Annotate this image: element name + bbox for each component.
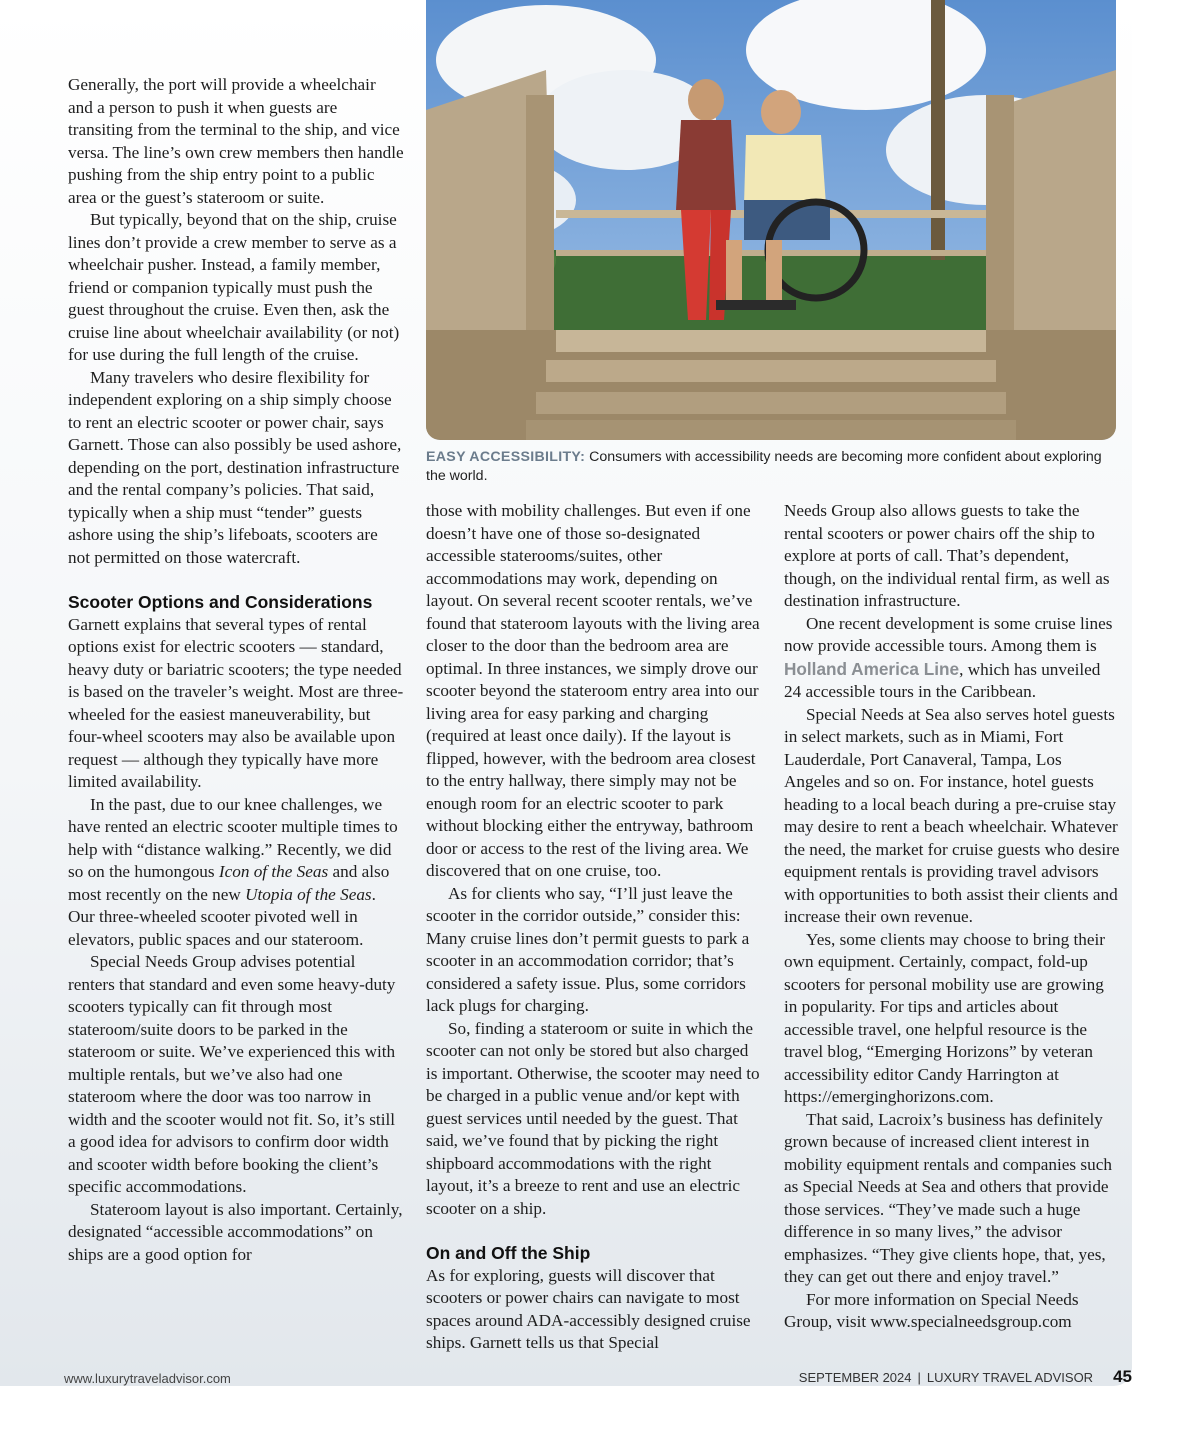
section-heading: Scooter Options and Considerations [68,592,373,612]
folio-separator: | [917,1370,921,1385]
caption-label: EASY ACCESSIBILITY: [426,449,586,465]
paragraph: Yes, some clients may choose to bring their own equipment. Certainly, compact, fold-up scooters for personal mobility use are growing in popularity. For tips and articles about accessible travel, one helpful resource is the travel blog, “Emerging Horizons” by veteran accessibility editor Candy Harrington at https://emerginghorizons.com. [784,929,1105,1106]
paragraph: In the past, due to our knee challenges, we have rented an electric scooter multiple times to help with “distance walking.” Recently, we did so on the humongous Icon of the Seas and also most recently on the new Utopia of the Seas. Our three-wheeled scooter pivoted well in elevators, public spaces and our stateroom. [68,794,398,949]
page-number: 45 [1113,1367,1132,1386]
paragraph: Stateroom layout is also important. Certainly, designated “accessible accommodations” on ships are a good option for [68,1199,403,1264]
paragraph: So, finding a stateroom or suite in which the scooter can not only be stored but also charged is important. Otherwise, the scooter may need to be charged in a public venue and/or kept with guest services until needed by the guest. That said, we’ve found that by picking the right shipboard accommodations with the right layout, it’s a breeze to rent and use an electric scooter on a ship. [426,1018,760,1218]
paragraph: those with mobility challenges. But even if one doesn’t have one of those so-designated accessible staterooms/suites, other accommodations may work, depending on layout. On several recent scooter rentals, we’ve found that stateroom layouts with the living area closer to the door than the bedroom area are optimal. In three instances, we simply drove our scooter beyond the stateroom entry area into our living area for easy parking and charging (required at least once daily). If the layout is flipped, however, with the bedroom area closest to the entry hallway, there simply may not be enough room for an electric scooter to park without blocking either the entryway, bathroom door or access to the rest of the living area. We discovered that on one cruise, too. [426,501,760,880]
paragraph: For more information on Special Needs Group, visit www.specialneedsgroup.com [784,1289,1079,1331]
ship-name: Icon of the Seas [218,862,329,881]
paragraph: Needs Group also allows guests to take the rental scooters or power chairs off the ship to explore at ports of call. That’s dependent, though, on the individual rental firm, as well as destination infrastructure. [784,501,1110,610]
paragraph: As for exploring, guests will discover that scooters or power chairs can navigate to most spaces around ADA-accessibly designed cruise ships. Garnett tells us that Special [426,1265,751,1352]
issue-date: SEPTEMBER 2024 [798,1370,912,1385]
article-column-1 [68,74,404,1266]
paragraph: As for clients who say, “I’ll just leave the scooter in the corridor outside,” consider this: Many cruise lines don’t permit guests to park a scooter in an accommodation corridor; that’s considered a safety issue. Plus, some corridors lack plugs for charging. [426,883,750,1015]
paragraph: But typically, beyond that on the ship, cruise lines don’t provide a crew member to serve as a wheelchair pusher. Instead, a family member, friend or companion typically must push the guest throughout the cruise. Even then, ask the cruise line about wheelchair availability (or not) for use during the full length of the cruise. [68,210,400,364]
ship-name: Utopia of the Seas [245,884,372,904]
magazine-name: LUXURY TRAVEL ADVISOR [926,1370,1094,1385]
wheelchair-ramp-photo [426,0,1116,440]
paragraph: Garnett explains that several types of rental options exist for electric scooters — standard, heavy duty or bariatric scooters; the type needed is based on the traveler’s weight. Most are three-wheeled for the easiest maneuverability, but four-wheel scooters may also be available upon request — although they typically have more limited availability. [68,614,404,791]
paragraph: Special Needs at Sea also serves hotel guests in select markets, such as in Miami, Fort Lauderdale, Port Canaveral, Tampa, Los Angeles and so on. For instance, hotel guests heading to a local beach during a pre-cruise stay may desire to rent a beach wheelchair. Whatever the need, the market for cruise guests who desire equipment rentals is providing travel advisors with opportunities to both assist their clients and increase their own revenue. [784,704,1120,926]
section-heading: On and Off the Ship [426,1243,591,1263]
footer-folio [799,1367,1132,1387]
photo-caption [426,448,1116,486]
brand-link[interactable]: Holland America Line [784,658,960,679]
paragraph: Many travelers who desire flexibility for independent exploring on a ship simply choose to rent an electric scooter or power chair, says Garnett. Those can also possibly be used ashore, depending on the port, destination infrastructure and the rental company’s policies. That said, typically when a ship must “tender” guests ashore using the ship’s lifeboats, scooters are not permitted on those watercraft. [68,367,402,567]
caption-text: Consumers with accessibility needs are becoming more confident about exploring the world. [426,449,1102,484]
article-column-2 [426,500,762,1355]
paragraph: That said, Lacroix’s business has definitely grown because of increased client interest in mobility equipment rentals and companies such as Special Needs at Sea and others that provide those services. “They’ve made such a huge difference in so many lives,” the advisor emphasizes. “They give clients hope, that, yes, they can get out there and enjoy travel.” [784,1109,1112,1286]
footer-website: www.luxurytraveladvisor.com [64,1371,231,1386]
article-column-3 [784,500,1120,1334]
paragraph: One recent development is some cruise lines now provide accessible tours. Among them is Holland America Line, which has unveiled 24 accessible tours in the Caribbean. [784,613,1113,701]
paragraph: Special Needs Group advises potential renters that standard and even some heavy-duty scooters typically can fit through most stateroom/suite doors to be parked in the stateroom or suite. We’ve experienced this with multiple rentals, but we’ve also had one stateroom where the door was too narrow in width and the scooter would not fit. So, it’s still a good idea for advisors to confirm door width and scooter width before booking the client’s specific accommodations. [68,952,396,1196]
paragraph: Generally, the port will provide a wheelchair and a person to push it when guests are transiting from the terminal to the ship, and vice versa. The line’s own crew members then handle pushing from the ship entry point to a public area or the guest’s stateroom or suite. [68,75,404,207]
